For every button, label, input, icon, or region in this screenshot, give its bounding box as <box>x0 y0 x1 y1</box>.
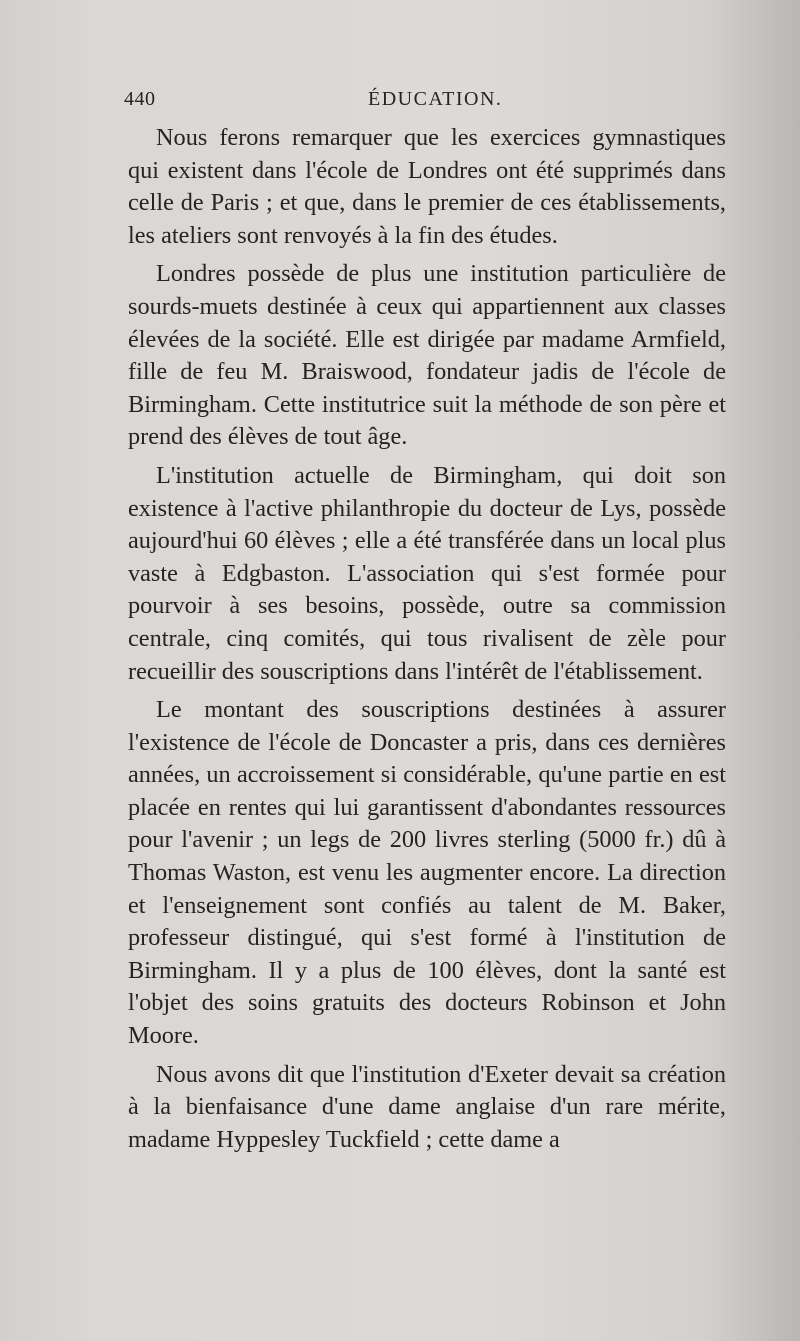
page-header <box>124 88 728 122</box>
paragraph-gymnastics: Nous ferons remarquer que les exercices gymnastiques qui existent dans l'école de Londres ont été supprimés dans celle de Paris ; et que, dans le premier de ces établissements, les ateliers sont renvoyés à la fin des études. <box>128 124 726 249</box>
paragraph-exeter: Nous avons dit que l'institution d'Exeter devait sa création à la bienfaisance d'une dame anglaise d'un rare mérite, madame Hyppesley Tuckfield ; cette dame a <box>128 1060 726 1153</box>
page-number: 440 <box>124 88 156 110</box>
paragraph-london-institution: Londres possède de plus une institution particulière de sourds-muets destinée à ceux qui appartiennent aux classes élevées de la société. Elle est dirigée par madame Armfield, fille de feu M. Braiswood, fondateur jadis de l'école de Birmingham. Cette institutrice suit la méthode de son père et prend des élèves de tout âge. <box>128 260 726 451</box>
running-title: ÉDUCATION. <box>368 88 503 110</box>
paragraph-doncaster: Le montant des souscriptions destinées à assurer l'existence de l'école de Doncaster a pris, dans ces dernières années, un accroissement si considérable, qu'une partie en est placée en rentes qui lui garantissent d'abondantes ressources pour l'avenir ; un legs de 200 livres sterling (5000 fr.) dû à Thomas Waston, est venu les augmenter encore. La direction et l'enseignement sont confiés au talent de M. Baker, professeur distingué, qui s'est formé à l'institution de Birmingham. Il y a plus de 100 élèves, dont la santé est l'objet des soins gratuits des docteurs Robinson et John Moore. <box>128 696 726 1050</box>
body-text <box>128 122 726 1162</box>
paragraph-birmingham: L'institution actuelle de Birmingham, qui doit son existence à l'active philanthropie du docteur de Lys, possède aujourd'hui 60 élèves ; elle a été transférée dans un local plus vaste à Edgbaston. L'association qui s'est formée pour pourvoir à ses besoins, possède, outre sa commission centrale, cinq comités, qui tous rivalisent de zèle pour recueillir des souscriptions dans l'intérêt de l'établissement. <box>128 461 726 685</box>
